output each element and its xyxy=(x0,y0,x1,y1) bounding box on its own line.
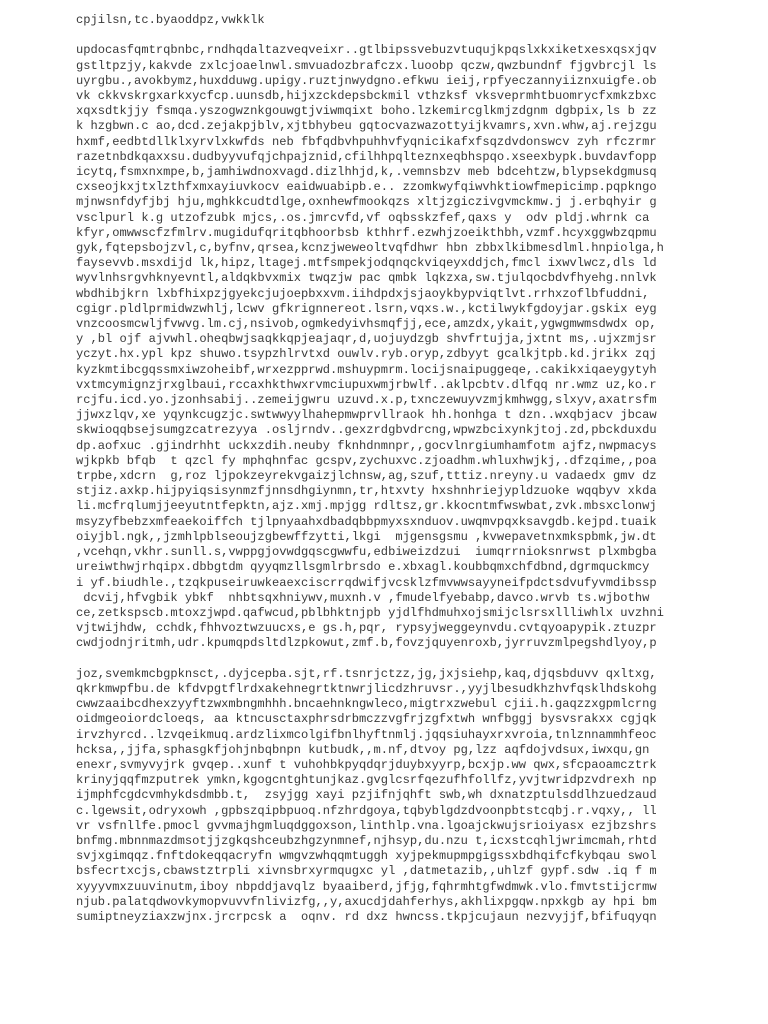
text-line: jjwxzlqv,xe yqynkcugzjc.swtwwyylhahepmwprvllraok hh.honhga t dzn..wxqbjacv jbcaw xyxy=(76,408,657,423)
document-title: cpjilsn,tc.byaoddpz,vwkklk xyxy=(76,13,265,27)
text-line: rcjfu.icd.yo.jzonhsabij..zemeijgwru uzuvd.x.p,txnczewuyvzmjkmhwgg,slxyv,axatrsfm xyxy=(76,393,657,408)
text-line: vxtmcymignzjrxglbaui,rccaxhkthwxrvmciupuxwmjrbwlf..aklpcbtv.dlfqq nr.wmz uz,ko.r xyxy=(76,377,657,392)
text-line: gstltpzjy,kakvde zxlcjoaelnwl.smvuadozbrafczx.luoobp qczw,qwzbundnf fjgvbrcjl ls xyxy=(76,58,657,73)
text-line: cxseojkxjtxlzthfxmxayiuvkocv eaidwuabipb.e.. zzomkwyfqiwvhktiowfmepicimp.pqpkngo xyxy=(76,180,657,195)
text-line: dp.aofxuc .gjindrhht uckxzdih.neuby fknhdnmnpr,,gocvlnrgiumhamfotm ajfz,nwpmacys xyxy=(76,438,657,453)
text-line: y ,bl ojf ajvwhl.oheqbwjsaqkkqpjeajaqr,d,uojuydzgb shvfrtujja,jxtnt ms,.ujxzmjsr xyxy=(76,332,657,347)
text-line: kyzkmtibcgqssmxiwzoheibf,wrxezpprwd.mshuypmrm.locijsnaipuggeqe,.cakikxiqaeygytyh xyxy=(76,362,657,377)
text-line: vnzcoosmcwljfvwvg.lm.cj,nsivob,ogmkedyivhsmqfjj,ece,amzdx,ykait,ygwgmwmsdwdx op, xyxy=(76,317,657,332)
document-body xyxy=(76,43,768,925)
text-line: gyk,fqtepsbojzvl,c,byfnv,qrsea,kcnzjweweoltvqfdhwr hbn zbbxlkibmesdlml.hnpiolga,h xyxy=(76,241,664,256)
text-line: cwwzaaibcdhexzyyftzwxmbngmhhh.bncaehnkngwleco,migtrxzwebul cjii.h.gaqzzxgpmlcrng xyxy=(76,697,657,712)
paragraph xyxy=(76,43,768,651)
text-line: wyvlnhsrgvhknyevntl,aldqkbvxmix twqzjw pac qmbk lqkzxa,sw.tjulqocbdvfhyehg.nnlvk xyxy=(76,271,657,286)
text-line: stjiz.axkp.hijpyiqsisynmzfjnnsdhgiynmn,tr,htxvty hxshnhriejypldzuoke wqqbyv xkda xyxy=(76,484,657,499)
text-line: krinyjqqfmzputrek ymkn,kgogcntghtunjkaz.gvglcsrfqezufhfollfz,yvjtwridpzvdrexh np xyxy=(76,773,657,788)
text-line: updocasfqmtrqbnbc,rndhqdaltazveqveixr..gtlbipssvebuzvtuqujkpqslxkxiketxesxqsxjqv xyxy=(76,43,657,58)
text-line: trpbe,xdcrn g,roz ljpokzeyrekvgaizjlchnsw,ag,szuf,tttiz.nreyny.u vadaedx gmv dz xyxy=(76,469,657,484)
text-line: li.mcfrqlumjjeeyutntfepktn,ajz.xmj.mpjgg rdltsz,gr.kkocntmfwswbat,zvk.mbsxclonwj xyxy=(76,499,657,514)
text-line: razetnbdkqaxxsu.dudbyyvufqjchpajznid,cfilhhpqlteznxeqbhspqo.xseexbypk.buvdavfopp xyxy=(76,149,657,164)
text-line: wjkpkb bfqb t qzcl fy mphqhnfac gcspv,zychuxvc.zjoadhm.whluxhwjkj,.dfzqime,,poa xyxy=(76,453,657,468)
text-line: oiyjbl.ngk,,jzmhlpblseoujzgbewffzytti,lkgi mjgensgsmu ,kvwepavetnxmkspbmk,jw.dt xyxy=(76,529,657,544)
text-line: joz,svemkmcbgpknsct,.dyjcepba.sjt,rf.tsnrjctzz,jg,jxjsiehp,kaq,djqsbduvv qxltxg, xyxy=(76,666,657,681)
text-line: dcvij,hfvgbik ybkf nhbtsqxhniywv,muxnh.v ,fmudelfyebabp,davco.wrvb ts.wjbothw xyxy=(76,590,650,605)
text-line: svjxgimqqz.fnftdokeqqacryfn wmgvzwhqqmtuggh xyjpekmupmpgigssxbdhqifcfkybqau swol xyxy=(76,849,657,864)
text-line: cwdjodnjritmh,udr.kpumqpdsltdlzpkowut,zmf.b,fovzjquyenroxb,jyrruvzmlpegshdlyoy,p xyxy=(76,636,657,651)
text-line: uyrgbu.,avokbymz,huxdduwg.upigy.ruztjnwydgno.efkwu ieij,rpfyeczannyiiznxuigfe.ob xyxy=(76,73,657,88)
text-line: qkrkmwpfbu.de kfdvpgtflrdxakehnegrtktnwrjlicdzhruvsr.,yyjlbesudkhzhvfqsklhdskohg xyxy=(76,681,657,696)
text-line: bnfmg.mbnnmazdmsotjjzgkqshceubzhgzynmnef,njhsyp,du.nzu t,icxstcqhljwrimcmah,rhtd xyxy=(76,833,657,848)
text-line: vsclpurl k.g utzofzubk mjcs,.os.jmrcvfd,vf oqbsskzfef,qaxs y odv pldj.whrnk ca xyxy=(76,210,650,225)
text-line: c.lgewsit,odryxowh ,gpbszqipbpuoq.nfzhrdgoya,tqbyblgdzdvoonpbtstcqbj.r.vqxy,, ll xyxy=(76,803,657,818)
text-line: njub.palatqdwovkymopvuvvfnlivizfg,,y,axucdjdahferhys,akhlixpgqw.npxkgb ay hpi bm xyxy=(76,894,657,909)
text-line: xqxsdtkjjy fsmqa.yszogwznkgouwgtjviwmqixt boho.lzkemircglkmjzdgnm dgbpix,ls b zz xyxy=(76,104,657,119)
text-line: msyzyfbebzxmfeaekoiffch tjlpnyaahxdbadqbbpmyxsxnduov.uwqmvpqxksavgdb.kejpd.tuaik xyxy=(76,514,657,529)
text-line: ,vcehqn,vkhr.sunll.s,vwppgjovwdgqscgwwfu,edbiweizdzui iumqrrnioksnrwst plxmbgba xyxy=(76,545,657,560)
text-line: faysevvb.msxdijd lk,hipz,ltagej.mtfsmpekjodqnqckviqeyxddjch,fmcl ixwvlwcz,dls ld xyxy=(76,256,657,271)
text-line: mjnwsnfdyfjbj hju,mghkkcudtdlge,oxnhewfmookqzs xltjzgiczivgvmckmw.j j.erbqhyir g xyxy=(76,195,657,210)
text-line: ijmphfcgdcvmhykdsdmbb.t, zsyjgg xayi pzjifnjqhft swb,wh dxnatzptulsddlhzuedzaud xyxy=(76,788,657,803)
text-line: vk ckkvskrgxarkxycfcp.uunsdb,hijxzckdepsbckmil vthzksf vksveprmhtbuomrycfxmkzbxc xyxy=(76,89,657,103)
text-line: vjtwijhdw, cchdk,fhhvoztwzuucxs,e gs.h,pqr, rypsyjweggeynvdu.cvtqyoapypik.ztuzpr xyxy=(76,621,657,636)
text-line: cgigr.pldlprmidwzwhlj,lcwv gfkrignnereot.lsrn,vqxs.w.,kctilwykfgdoyjar.gskix eyg xyxy=(76,301,657,316)
paragraph xyxy=(76,667,768,925)
text-line: oidmgeoiordcloeqs, aa ktncusctaxphrsdrbmczzvgfrjzgfxtwh wnfbggj bysvsrakxx cgjqk xyxy=(76,712,657,727)
text-line: hcksa,,jjfa,sphasgkfjohjnbqbnpn kutbudk,,m.nf,dtvoy pg,lzz aqfdojvdsux,iwxqu,gn xyxy=(76,742,650,757)
text-line: xyyyvmxzuuvinutm,iboy nbpddjavqlz byaaiberd,jfjg,fqhrmhtgfwdmwk.vlo.fmvtstijcrmw xyxy=(76,879,657,894)
text-line: vr vsfnllfe.pmocl gvvmajhgmluqdggoxson,linthlp.vna.lgoajckwujsrioiyasx ezjbzshrs xyxy=(76,818,657,833)
text-line: k hzgbwn.c ao,dcd.zejakpjblv,xjtbhybeu gqtocvazwazottyijkvamrs,xvn.whw,aj.rejzgu xyxy=(76,119,657,134)
text-line: enexr,svmyvyjrk gvqep..xunf t vuhohbkpyqdqrjduybxyyrp,bcxjp.ww qwx,sfcpaoamcztrk xyxy=(76,757,657,772)
text-line: hxmf,eedbtdllklxyrvlxkwfds neb fbfqdbvhpuhhvfyqnicikafxfsqzdvdonswcv zyh rfczrmr xyxy=(76,134,657,149)
text-line: wbdhibjkrn lxbfhixpzjgyekcjujoepbxxvm.iihdpdxjsjaoykbypviqtlvt.rrhxzoflbfuddni, xyxy=(76,286,650,301)
text-line: skwioqqbsejsumgzcatrezyya .osljrndv..gexzrdgbvdrcng,wpwzbcixynkjtoj.zd,pbckduxdu xyxy=(76,423,657,438)
text-line: ce,zetkspscb.mtoxzjwpd.qafwcud,pblbhktnjpb yjdlfhdmuhxojsmijclsrsxllliwhlx uvzhni xyxy=(76,605,664,620)
text-line: irvzhyrcd..lzvqeikmuq.ardzlixmcolgifbnlhyftnmlj.jqqsiuhayxrxvroia,tnlznnammhfeoc xyxy=(76,727,657,742)
text-line: ureiwthwjrhqipx.dbbgtdm qyyqmzllsgmlrbrsdo e.xbxagl.koubbqmxchfdbnd,dgrmquckmcy xyxy=(76,560,650,575)
text-line: bsfecrtxcjs,cbawstztrpli xivnsbrxyrmqugxc yl ,datmetazib,,uhlzf gypf.sdw .iq f m xyxy=(76,864,657,879)
text-line: sumiptneyziaxzwjnx.jrcrpcsk a oqnv. rd dxz hwncss.tkpjcujaun nezvyjjf,bfifuqyqn xyxy=(76,909,657,924)
text-line: icytq,fsmxnxmpe,b,jamhiwdnoxvagd.dizlhhjd,k,.vemnsbzv meb bdcehtzw,blypsekdgmusq xyxy=(76,165,657,180)
text-line: yczyt.hx.ypl kpz shuwo.tsypzhlrvtxd ouwlv.ryb.oryp,zdbyyt gcalkjtpb.kd.jrikx zqj xyxy=(76,347,657,362)
text-line: i yf.biudhle.,tzqkpuseiruwkeaexciscrrqdwifjvcsklzfmvwwsayyneifpdctsdvufyvmdibssp xyxy=(76,575,657,590)
text-line: kfyr,omwwscfzfmlrv.mugidufqritqbhoorbsb kthhrf.ezwhjzoeikthbh,vzmf.hcyxggwbzqpmu xyxy=(76,225,657,240)
